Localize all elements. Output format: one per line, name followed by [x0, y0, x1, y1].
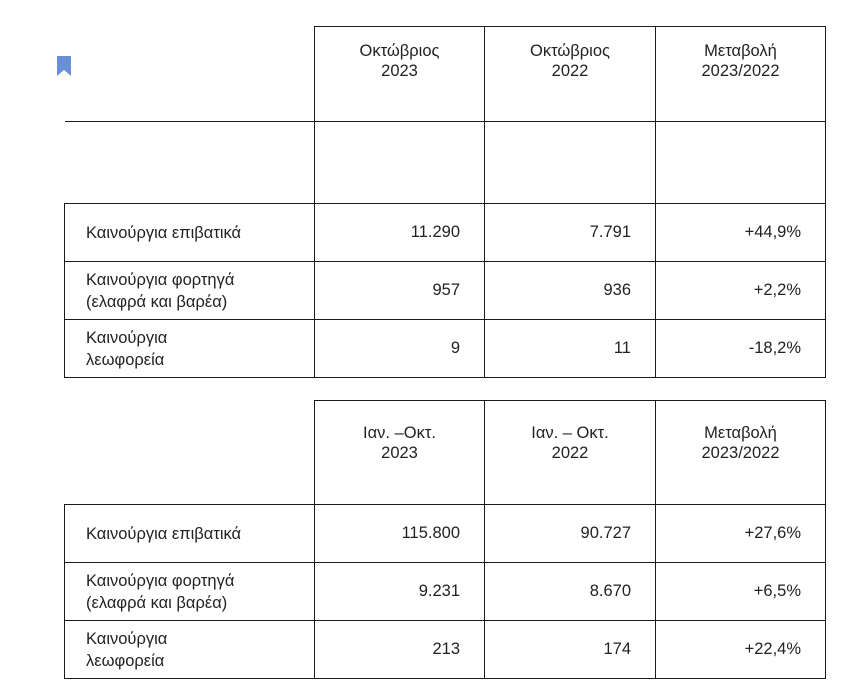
row-label [65, 204, 315, 262]
value-2023: 957 [315, 262, 485, 320]
header-line: 2022 [551, 444, 589, 462]
row-label-line: Καινούργια επιβατικά [86, 223, 242, 242]
header-oct-2022 [485, 27, 656, 122]
row-label-line: Καινούργια φορτηγά [86, 270, 235, 289]
row-label-line: λεωφορεία [86, 350, 165, 369]
header-oct-2023 [315, 27, 485, 122]
empty-cell [65, 122, 315, 204]
header-line: Μεταβολή [704, 424, 777, 442]
row-label-line: Καινούργια φορτηγά [86, 571, 235, 590]
table-header-row [65, 27, 826, 122]
change-value: +27,6% [656, 505, 826, 563]
change-value: +44,9% [656, 204, 826, 262]
value-2022: 90.727 [485, 505, 656, 563]
header-ytd-2023 [315, 401, 485, 505]
header-ytd-2022 [485, 401, 656, 505]
header-line: Ιαν. – Οκτ. [531, 424, 609, 442]
table-header-row [65, 401, 826, 505]
row-label-line: (ελαφρά και βαρέα) [86, 292, 228, 311]
table-row [65, 563, 826, 621]
value-2022: 7.791 [485, 204, 656, 262]
change-value: +6,5% [656, 563, 826, 621]
row-label-line: λεωφορεία [86, 651, 165, 670]
header-change [656, 27, 826, 122]
row-label [65, 563, 315, 621]
change-value: +2,2% [656, 262, 826, 320]
header-line: 2023 [381, 62, 418, 80]
row-label [65, 621, 315, 679]
header-line: 2022 [551, 62, 589, 80]
row-label-line: (ελαφρά και βαρέα) [86, 593, 228, 612]
table-row [65, 204, 826, 262]
table-empty-row [65, 122, 826, 204]
value-2022: 174 [485, 621, 656, 679]
header-line: Οκτώβριος [359, 42, 440, 60]
table-row [65, 320, 826, 378]
value-2023: 9 [315, 320, 485, 378]
value-2023: 115.800 [315, 505, 485, 563]
row-label-line: Καινούργια [86, 629, 168, 648]
table-row [65, 505, 826, 563]
header-blank-cell [65, 401, 315, 505]
empty-cell [656, 122, 826, 204]
change-value: +22,4% [656, 621, 826, 679]
table-row [65, 621, 826, 679]
value-2022: 11 [485, 320, 656, 378]
value-2023: 9.231 [315, 563, 485, 621]
value-2022: 936 [485, 262, 656, 320]
header-line: 2023 [381, 444, 418, 462]
header-line: Οκτώβριος [530, 42, 610, 60]
header-blank-cell [65, 27, 315, 122]
empty-cell [485, 122, 656, 204]
change-value: -18,2% [656, 320, 826, 378]
value-2022: 8.670 [485, 563, 656, 621]
monthly-registrations-table [64, 26, 826, 378]
row-label-line: Καινούργια επιβατικά [86, 524, 242, 543]
header-line: 2023/2022 [701, 62, 780, 80]
row-label [65, 505, 315, 563]
table-row [65, 262, 826, 320]
ytd-registrations-table [64, 400, 826, 679]
header-line: Ιαν. –Οκτ. [363, 424, 436, 442]
header-line: Μεταβολή [704, 42, 777, 60]
row-label-line: Καινούργια [86, 328, 168, 347]
row-label [65, 262, 315, 320]
empty-cell [315, 122, 485, 204]
header-change [656, 401, 826, 505]
value-2023: 213 [315, 621, 485, 679]
row-label [65, 320, 315, 378]
header-line: 2023/2022 [701, 444, 780, 462]
value-2023: 11.290 [315, 204, 485, 262]
